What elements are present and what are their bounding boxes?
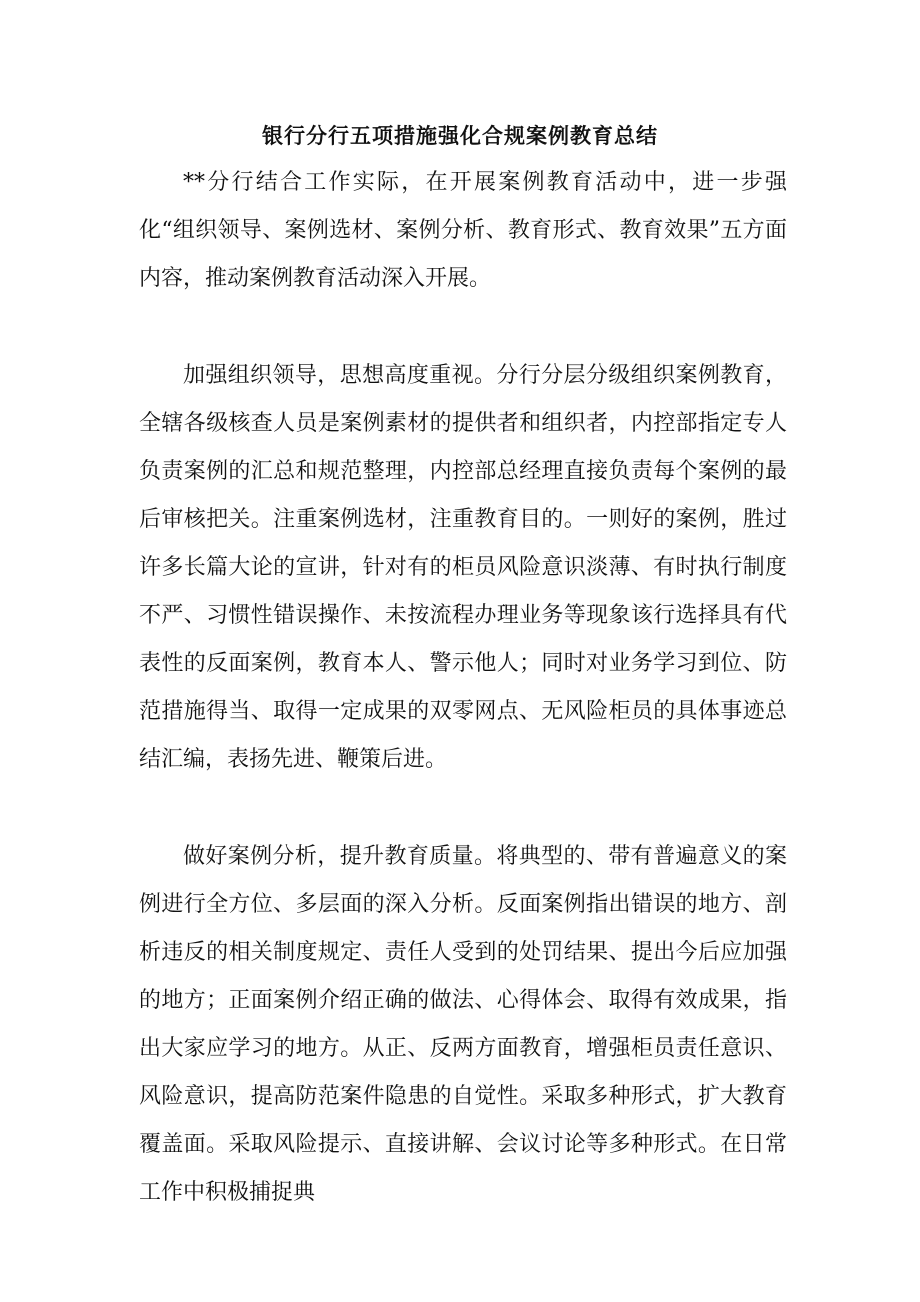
paragraph-case-analysis: 做好案例分析，提升教育质量。将典型的、带有普遍意义的案例进行全方位、多层面的深入分析。反面案例指出错误的地方、剖析违反的相关制度规定、责任人受到的处罚结果、提出今后应加强的地方；正面案例介绍正确的做法、心得体会、取得有效成果，指出大家应学习的地方。从正、反两方面教育，增强柜员责任意识、风险意识，提高防范案件隐患的自觉性。采取多种形式，扩大教育覆盖面。采取风险提示、直接讲解、会议讨论等多种形式。在日常工作中积极捕捉典 bbox=[139, 844, 787, 1205]
document-title: 银行分行五项措施强化合规案例教育总结 bbox=[262, 123, 658, 148]
paragraph-organization-leadership: 加强组织领导，思想高度重视。分行分层分级组织案例教育，全辖各级核查人员是案例素材的提供者和组织者，内控部指定专人负责案例的汇总和规范整理，内控部总经理直接负责每个案例的最后审核把关。注重案例选材，注重教育目的。一则好的案例，胜过许多长篇大论的宣讲，针对有的柜员风险意识淡薄、有时执行制度不严、习惯性错误操作、未按流程办理业务等现象该行选择具有代表性的反面案例，教育本人、警示他人；同时对业务学习到位、防范措施得当、取得一定成果的双零网点、无风险柜员的具体事迹总结汇编，表扬先进、鞭策后进。 bbox=[139, 363, 787, 772]
paragraph-intro: **分行结合工作实际，在开展案例教育活动中，进一步强化“组织领导、案例选材、案例分析、教育形式、教育效果”五方面内容，推动案例教育活动深入开展。 bbox=[139, 170, 787, 291]
